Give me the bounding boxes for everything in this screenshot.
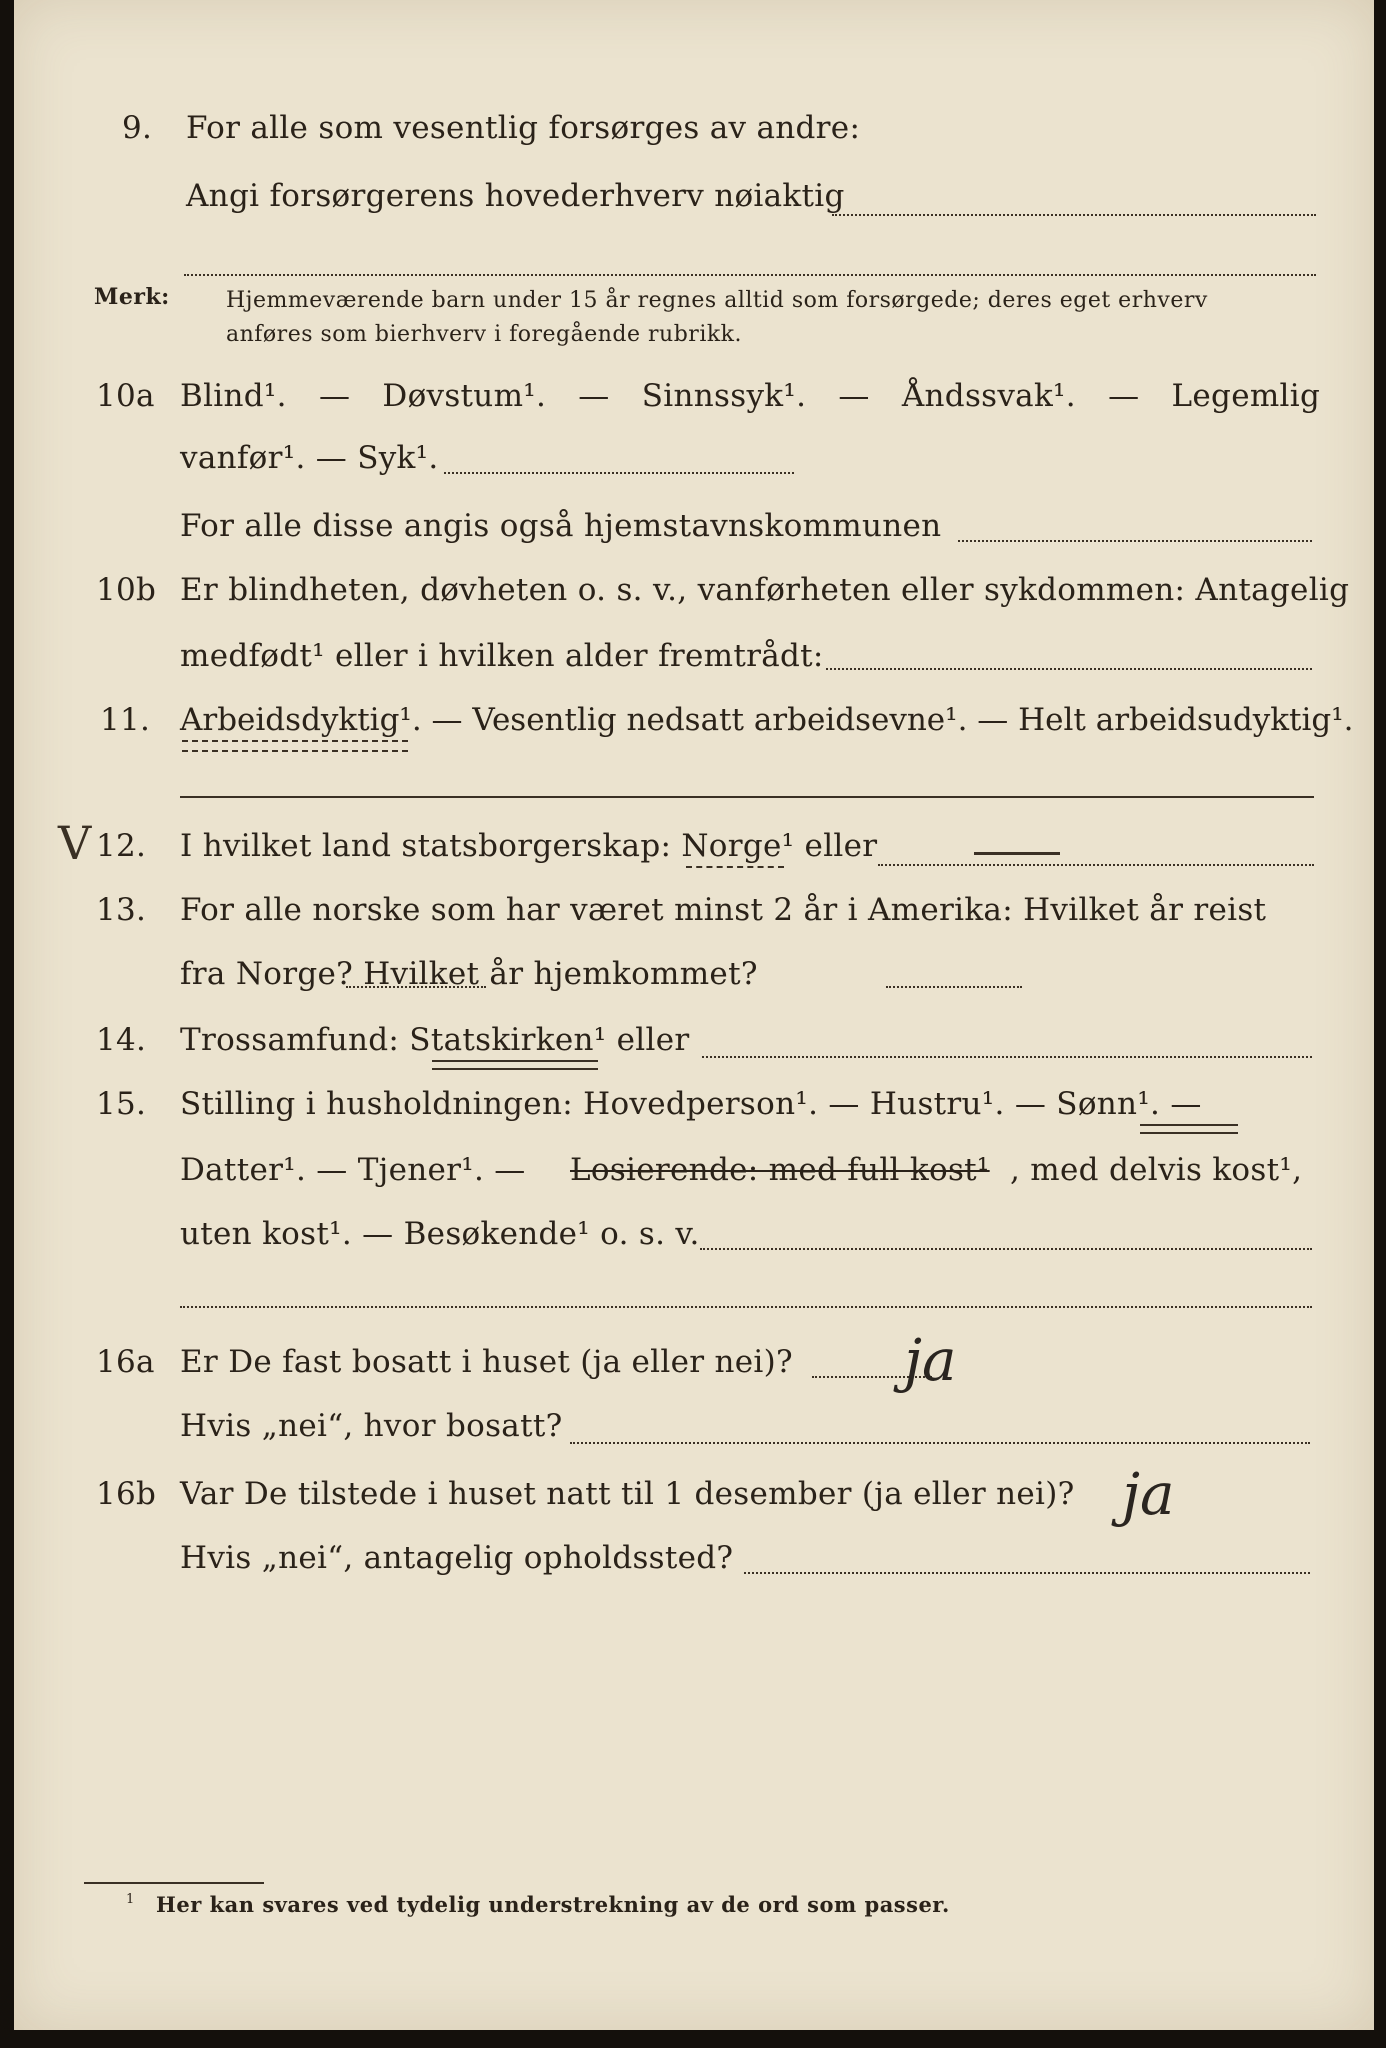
merk-line-1: Hjemmeværende barn under 15 år regnes alltid som forsørgede; deres eget erhverv [226, 288, 1208, 313]
q14-underline-2 [432, 1062, 598, 1070]
q9-answer-line[interactable] [832, 214, 1316, 216]
q10b-line-1: Er blindheten, døvheten o. s. v., vanførheten eller sykdommen: Antagelig [180, 572, 1350, 608]
q13-line-2: fra Norge? Hvilket år hjemkommet? [180, 956, 758, 992]
q13-line-1: For alle norske som har været minst 2 år i Amerika: Hvilket år reist [180, 892, 1267, 928]
q10a-line-3: For alle disse angis også hjemstavnskommunen [180, 508, 942, 544]
q10a-line-1: Blind¹. — Døvstum¹. — Sinnssyk¹. — Åndssvak¹. — Legemlig [180, 378, 1321, 414]
q15-line-2a: Datter¹. — Tjener¹. — [180, 1152, 526, 1188]
merk-line-2: anføres som bierhverv i foregående rubrikk. [226, 322, 743, 347]
q9-number: 9. [122, 110, 153, 146]
footnote-rule [84, 1882, 264, 1884]
q16a-line-1: Er De fast bosatt i huset (ja eller nei)? [180, 1344, 793, 1380]
q15-line-1: Stilling i husholdningen: Hovedperson¹. — Hustru¹. — Sønn¹. — [180, 1086, 1202, 1122]
q9-subtext: Angi forsørgerens hovederhverv nøiaktig [186, 178, 845, 214]
q10a-line-2: vanfør¹. — Syk¹. [180, 440, 439, 476]
q12-dash-mark [974, 852, 1060, 855]
q11-answer-line[interactable] [180, 796, 1314, 798]
q11-text: Arbeidsdyktig¹. — Vesentlig nedsatt arbeidsevne¹. — Helt arbeidsudyktig¹. [180, 702, 1354, 738]
q16b-location-line[interactable] [744, 1572, 1310, 1574]
q10a-answer-line[interactable] [444, 472, 794, 474]
q16b-number: 16b [96, 1476, 157, 1512]
footnote-text: Her kan svares ved tydelig understrekning av de ord som passer. [156, 1892, 950, 1917]
q12-number: 12. [96, 828, 147, 864]
q11-underline-2 [182, 744, 408, 752]
q15-number: 15. [96, 1086, 147, 1122]
q16a-answer: ja [904, 1326, 957, 1394]
q15-answer-line-2[interactable] [180, 1306, 1312, 1308]
q16a-where-line[interactable] [570, 1442, 1310, 1444]
q14-answer-line[interactable] [702, 1056, 1312, 1058]
q15-underline [1140, 1118, 1238, 1126]
q14-underline [432, 1054, 598, 1062]
q11-number: 11. [100, 702, 151, 738]
q14-number: 14. [96, 1022, 147, 1058]
footnote-marker: 1 [126, 1892, 135, 1907]
q15-underline-2 [1140, 1126, 1238, 1134]
q9-text: For alle som vesentlig forsørges av andre: [186, 110, 861, 146]
q13-year-left-line[interactable] [346, 986, 486, 988]
q16b-line-1: Var De tilstede i huset natt til 1 desember (ja eller nei)? [180, 1476, 1075, 1512]
q14-text: Trossamfund: Statskirken¹ eller [180, 1022, 690, 1058]
q16b-answer: ja [1122, 1460, 1175, 1528]
q12-underline [686, 860, 784, 868]
q16a-number: 16a [96, 1344, 155, 1380]
q15-line-2c: , med delvis kost¹, [1010, 1152, 1303, 1188]
q15-line-3: uten kost¹. — Besøkende¹ o. s. v. [180, 1216, 700, 1252]
q13-number: 13. [96, 892, 147, 928]
q10b-number: 10b [96, 572, 157, 608]
form-page [14, 0, 1374, 2030]
q10b-answer-line[interactable] [826, 668, 1312, 670]
q9-answer-line-2[interactable] [184, 274, 1316, 276]
q12-text: I hvilket land statsborgerskap: Norge¹ eller [180, 828, 878, 864]
q16a-line-2: Hvis „nei“, hvor bosatt? [180, 1408, 563, 1444]
q12-answer-line[interactable] [878, 864, 1314, 866]
q10b-line-2: medfødt¹ eller i hvilken alder fremtrådt: [180, 638, 824, 674]
q15-answer-line[interactable] [700, 1248, 1312, 1250]
q10a-number: 10a [96, 378, 155, 414]
q11-underline [182, 734, 408, 742]
check-mark: V [58, 816, 92, 870]
q10a-home-line[interactable] [958, 540, 1312, 542]
q15-line-2b: Losierende: med full kost¹ [570, 1152, 990, 1188]
q13-year-returned-line[interactable] [886, 986, 1022, 988]
merk-label: Merk: [94, 284, 170, 310]
q16b-line-2: Hvis „nei“, antagelig opholdssted? [180, 1540, 734, 1576]
